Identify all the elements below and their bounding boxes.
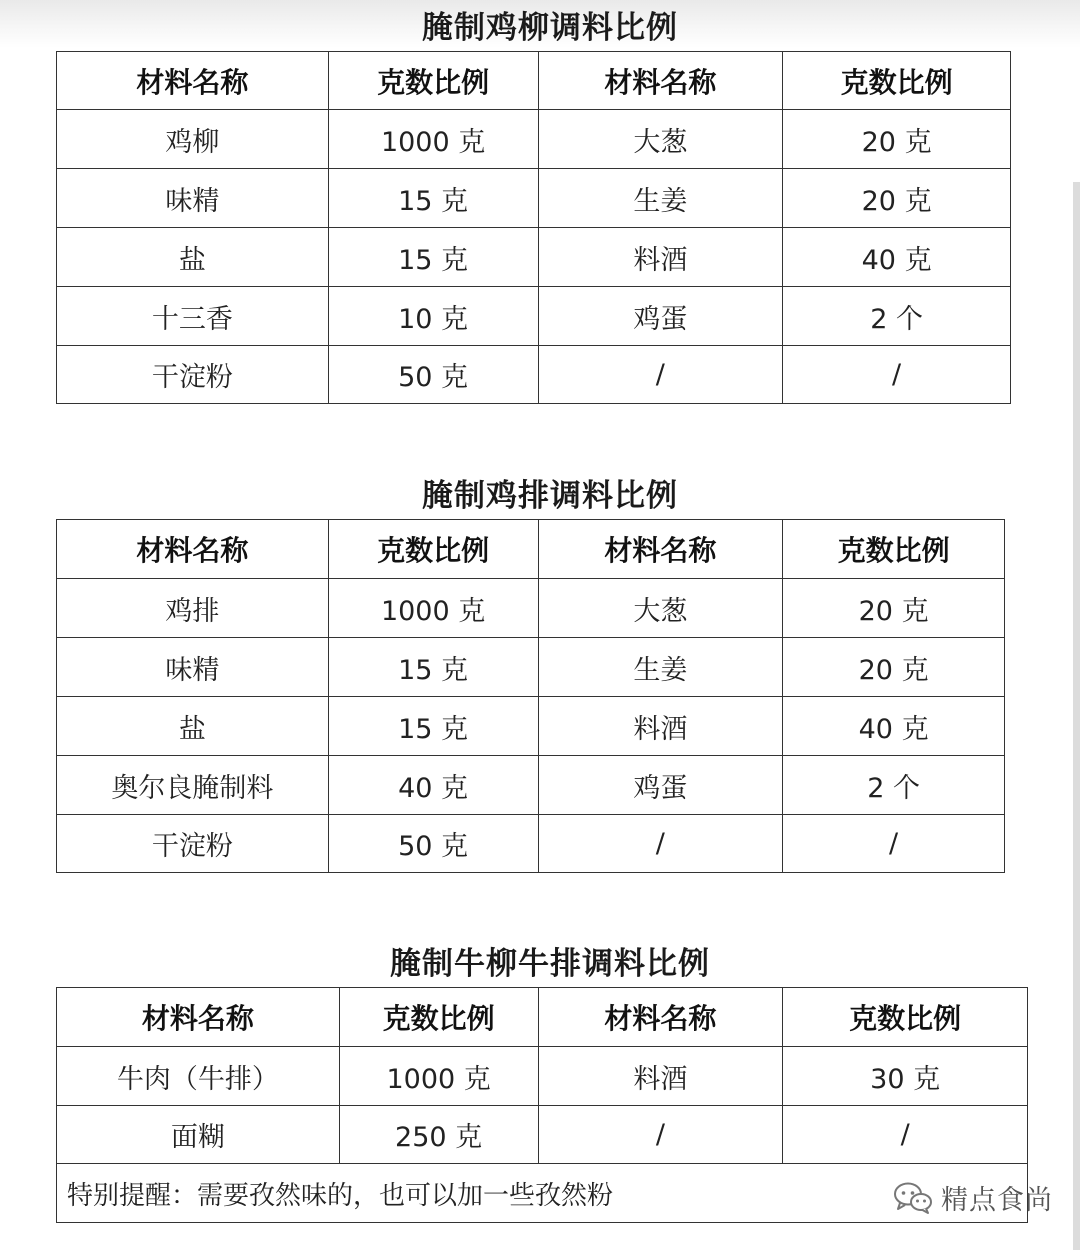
table-cell: 2 个 [783, 756, 1005, 815]
table-cell: 面糊 [57, 1106, 340, 1164]
table-row [57, 1106, 1028, 1164]
table-cell: 15 克 [328, 169, 538, 228]
table-cell: 干淀粉 [57, 346, 329, 404]
table-row [57, 1047, 1028, 1106]
table-title: 腌制牛柳牛排调料比例 [390, 946, 710, 982]
table-cell: 鸡蛋 [538, 287, 783, 346]
column-header: 克数比例 [328, 520, 538, 579]
scrollbar[interactable] [1073, 182, 1080, 1250]
table-cell: 盐 [57, 697, 329, 756]
recipe-table [56, 519, 1005, 873]
recipe-table [56, 987, 1028, 1223]
table-cell: 料酒 [538, 1047, 783, 1106]
table-cell: 十三香 [57, 287, 329, 346]
table-row [57, 815, 1005, 873]
table-cell: / [538, 815, 783, 873]
table-cell: 大葱 [538, 110, 783, 169]
column-header: 材料名称 [538, 52, 783, 110]
table-cell: 鸡柳 [57, 110, 329, 169]
table-cell: 牛肉（牛排） [57, 1047, 340, 1106]
table-cell: 40 克 [783, 228, 1011, 287]
table-cell: 40 克 [328, 756, 538, 815]
table-row [57, 697, 1005, 756]
table-row [57, 638, 1005, 697]
table-cell: 1000 克 [328, 579, 538, 638]
table-cell: 15 克 [328, 228, 538, 287]
account-watermark [893, 1178, 1053, 1217]
table-cell: 250 克 [339, 1106, 538, 1164]
table-row [57, 756, 1005, 815]
table-cell: 生姜 [538, 638, 783, 697]
column-header: 材料名称 [538, 988, 783, 1047]
table-cell: 50 克 [328, 346, 538, 404]
table-cell: / [783, 346, 1011, 404]
table-cell: / [538, 346, 783, 404]
wechat-icon [893, 1181, 933, 1215]
table-cell: 料酒 [538, 697, 783, 756]
table-cell: 奥尔良腌制料 [57, 756, 329, 815]
column-header: 材料名称 [538, 520, 783, 579]
table-cell: 20 克 [783, 579, 1005, 638]
column-header: 材料名称 [57, 988, 340, 1047]
table-header-row [57, 988, 1028, 1047]
table-cell: 生姜 [538, 169, 783, 228]
column-header: 克数比例 [339, 988, 538, 1047]
table-cell: / [783, 1106, 1028, 1164]
table-cell: 30 克 [783, 1047, 1028, 1106]
column-header: 克数比例 [783, 520, 1005, 579]
table-row [57, 287, 1011, 346]
table-cell: 干淀粉 [57, 815, 329, 873]
table-cell: 盐 [57, 228, 329, 287]
column-header: 材料名称 [57, 520, 329, 579]
table-row [57, 346, 1011, 404]
table-cell: 1000 克 [328, 110, 538, 169]
table-cell: 大葱 [538, 579, 783, 638]
table-cell: 15 克 [328, 638, 538, 697]
table-title: 腌制鸡柳调料比例 [422, 10, 678, 46]
table-row [57, 228, 1011, 287]
table-cell: 味精 [57, 169, 329, 228]
column-header: 材料名称 [57, 52, 329, 110]
table-cell: 20 克 [783, 638, 1005, 697]
table-cell: 1000 克 [339, 1047, 538, 1106]
column-header: 克数比例 [783, 52, 1011, 110]
table-cell: 2 个 [783, 287, 1011, 346]
table-cell: 20 克 [783, 169, 1011, 228]
table-cell: 料酒 [538, 228, 783, 287]
table-cell: 15 克 [328, 697, 538, 756]
table-cell: 10 克 [328, 287, 538, 346]
table-row [57, 579, 1005, 638]
table-cell: 鸡排 [57, 579, 329, 638]
table-cell: 味精 [57, 638, 329, 697]
column-header: 克数比例 [783, 988, 1028, 1047]
watermark-text: 精点食尚 [941, 1185, 1053, 1216]
table-cell: 40 克 [783, 697, 1005, 756]
recipe-table [56, 51, 1011, 404]
table-cell: 鸡蛋 [538, 756, 783, 815]
special-note: 特别提醒：需要孜然味的，也可以加一些孜然粉 [57, 1164, 1028, 1223]
note-row [57, 1164, 1028, 1223]
table-header-row [57, 52, 1011, 110]
table-title: 腌制鸡排调料比例 [422, 478, 678, 514]
table-cell: 20 克 [783, 110, 1011, 169]
table-cell: / [538, 1106, 783, 1164]
column-header: 克数比例 [328, 52, 538, 110]
table-cell: 50 克 [328, 815, 538, 873]
table-header-row [57, 520, 1005, 579]
table-cell: / [783, 815, 1005, 873]
table-row [57, 110, 1011, 169]
table-row [57, 169, 1011, 228]
